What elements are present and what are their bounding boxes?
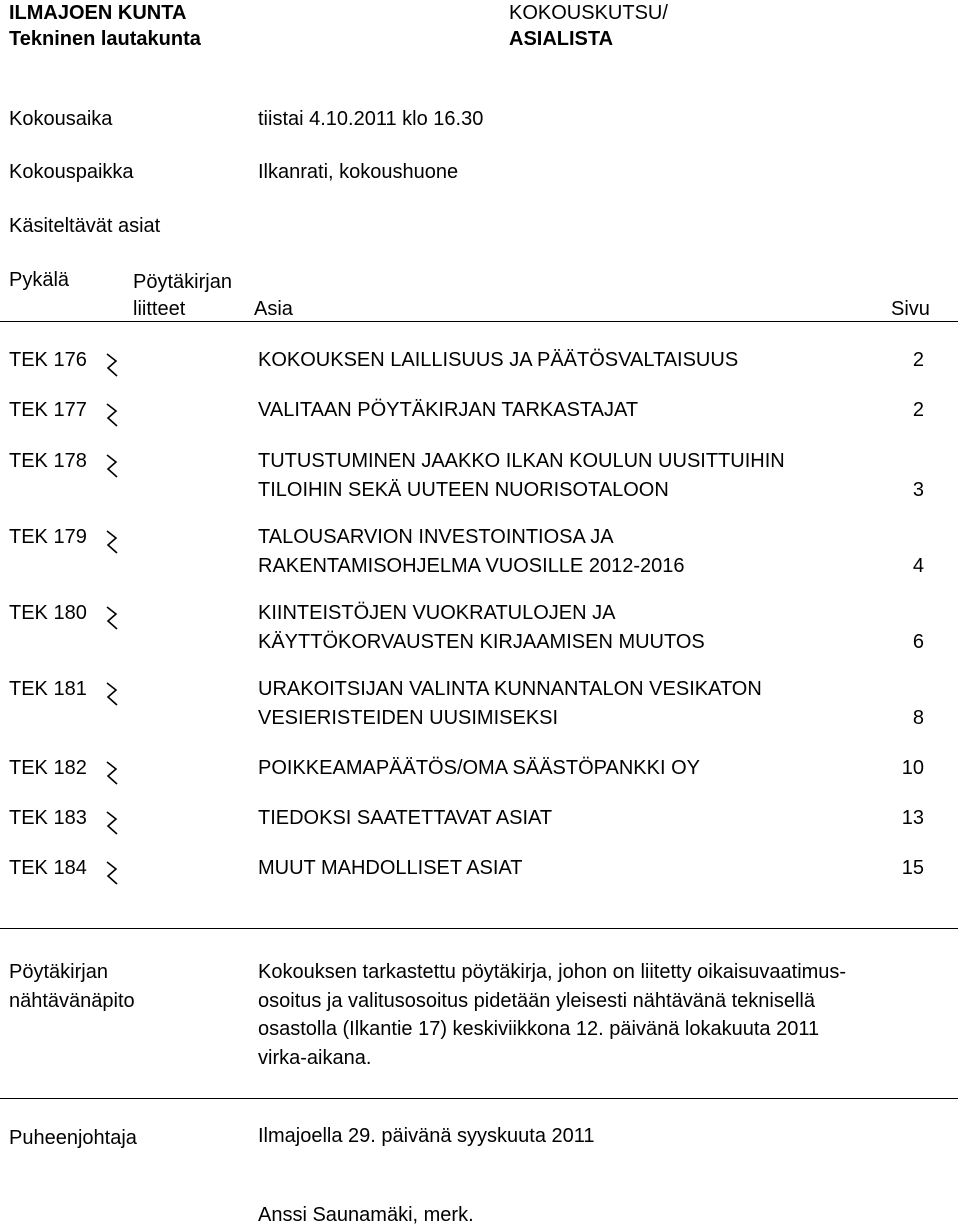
agenda-subject-line: MUUT MAHDOLLISET ASIAT: [258, 857, 523, 879]
column-page: Sivu: [891, 298, 930, 320]
minutes-label-line2: nähtävänäpito: [9, 990, 135, 1012]
agenda-code: TEK 178: [9, 450, 87, 472]
agenda-page-number: 4: [912, 555, 924, 577]
agenda-heading: Käsiteltävät asiat: [9, 215, 161, 237]
column-section: Pykälä: [9, 269, 70, 291]
agenda-code: TEK 179: [9, 526, 87, 548]
section-mark-icon: [104, 530, 120, 554]
agenda-subject-line: POIKKEAMAPÄÄTÖS/OMA SÄÄSTÖPANKKI OY: [258, 757, 700, 779]
column-attachments-line2: liitteet: [133, 298, 186, 320]
agenda-subject-line: TALOUSARVION INVESTOINTIOSA JA: [258, 526, 614, 548]
agenda-subject-line: KOKOUKSEN LAILLISUUS JA PÄÄTÖSVALTAISUUS: [258, 349, 739, 371]
agenda-subject-line: TUTUSTUMINEN JAAKKO ILKAN KOULUN UUSITTUIHIN: [258, 450, 785, 472]
minutes-text-line3: osastolla (Ilkantie 17) keskiviikkona 12. päivänä lokakuuta 2011: [258, 1018, 820, 1040]
meeting-time-label: Kokousaika: [9, 108, 113, 130]
agenda-page-number: 10: [901, 757, 924, 779]
minutes-text-line4: virka-aikana.: [258, 1046, 372, 1069]
agenda-subject-line: VALITAAN PÖYTÄKIRJAN TARKASTAJAT: [258, 399, 639, 421]
agenda-page-number: 2: [912, 399, 924, 421]
agenda-code: TEK 181: [9, 678, 87, 700]
agenda-page-number: 13: [901, 807, 924, 829]
doc-type: KOKOUSKUTSU/: [509, 2, 668, 24]
meeting-time-value: tiistai 4.10.2011 klo 16.30: [258, 108, 484, 130]
signature-name: Anssi Saunamäki, merk.: [258, 1204, 474, 1226]
agenda-subject-line: KIINTEISTÖJEN VUOKRATULOJEN JA: [258, 602, 616, 624]
agenda-code: TEK 176: [9, 349, 87, 371]
agenda-page-number: 8: [912, 707, 924, 729]
agenda-subject-line: VESIERISTEIDEN UUSIMISEKSI: [258, 707, 559, 729]
minutes-label-line1: Pöytäkirjan: [9, 961, 108, 983]
agenda-subject-line: RAKENTAMISOHJELMA VUOSILLE 2012-2016: [258, 555, 685, 577]
column-attachments-line1: Pöytäkirjan: [133, 271, 232, 293]
agenda-page-number: 15: [901, 857, 924, 879]
section-mark-icon: [104, 353, 120, 377]
agenda-bottom-rule: [0, 928, 958, 929]
chair-label: Puheenjohtaja: [9, 1127, 137, 1149]
meeting-place-value: Ilkanrati, kokoushuone: [258, 161, 459, 183]
agenda-page-number: 6: [912, 631, 924, 653]
section-mark-icon: [104, 861, 120, 885]
minutes-text: [258, 958, 846, 1072]
agenda-code: TEK 180: [9, 602, 87, 624]
org-name: ILMAJOEN KUNTA: [9, 2, 187, 24]
section-mark-icon: [104, 682, 120, 706]
agenda-subject-line: URAKOITSIJAN VALINTA KUNNANTALON VESIKATON: [258, 678, 762, 700]
section-mark-icon: [104, 403, 120, 427]
signature-place-date: Ilmajoella 29. päivänä syyskuuta 2011: [258, 1125, 595, 1147]
agenda-subject-line: TIEDOKSI SAATETTAVAT ASIAT: [258, 807, 553, 829]
minutes-bottom-rule: [0, 1098, 958, 1099]
agenda-subject-line: TILOIHIN SEKÄ UUTEEN NUORISOTALOON: [258, 479, 669, 501]
section-mark-icon: [104, 454, 120, 478]
agenda-page-number: 2: [912, 349, 924, 371]
minutes-text-line1: Kokouksen tarkastettu pöytäkirja, johon on liitetty oikaisuvaatimus-: [258, 961, 847, 983]
org-unit: Tekninen lautakunta: [9, 28, 201, 50]
doc-subtype: ASIALISTA: [509, 28, 614, 50]
agenda-subject-line: KÄYTTÖKORVAUSTEN KIRJAAMISEN MUUTOS: [258, 631, 705, 653]
section-mark-icon: [104, 761, 120, 785]
section-mark-icon: [104, 606, 120, 630]
meeting-place-label: Kokouspaikka: [9, 161, 134, 183]
column-subject: Asia: [254, 298, 293, 320]
header-rule: [0, 321, 958, 322]
agenda-code: TEK 177: [9, 399, 87, 421]
agenda-code: TEK 182: [9, 757, 87, 779]
agenda-page-number: 3: [912, 479, 924, 501]
minutes-text-line2: osoitus ja valitusosoitus pidetään yleisesti nähtävänä teknisellä: [258, 989, 816, 1012]
section-mark-icon: [104, 811, 120, 835]
agenda-code: TEK 183: [9, 807, 87, 829]
agenda-code: TEK 184: [9, 857, 87, 879]
